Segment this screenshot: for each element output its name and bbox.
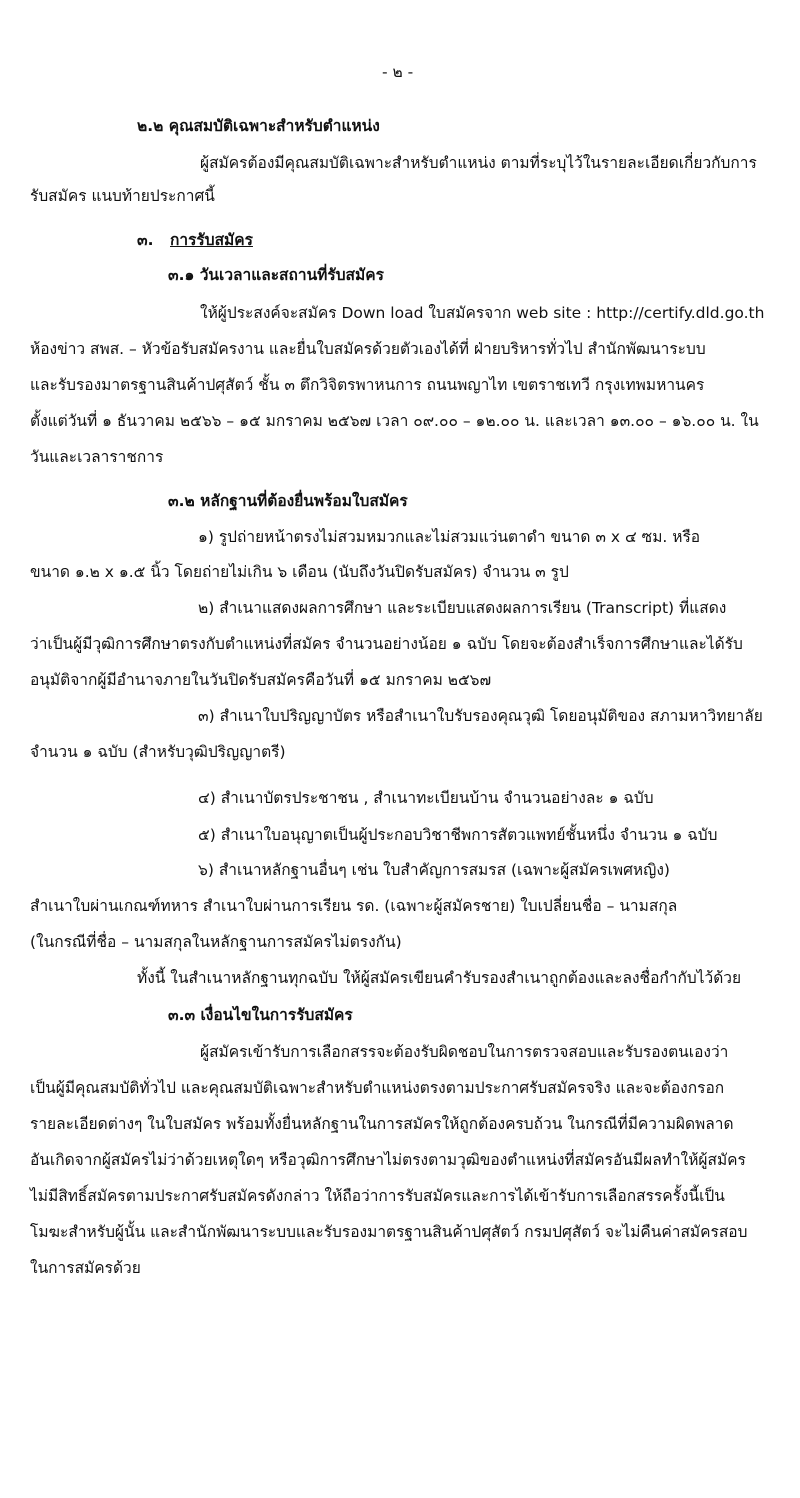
- s33-line-1: ผู้สมัครเข้ารับการเลือกสรรจะต้องรับผิดชอบในการตรวจสอบและรับรองตนเองว่า: [200, 1043, 729, 1061]
- section-3-heading: การรับสมัคร: [170, 231, 253, 249]
- s32-line-13: ทั้งนี้ ในสำเนาหลักฐานทุกฉบับ ให้ผู้สมัครเขียนคำรับรองสำเนาถูกต้องและลงชื่อกำกับไว้ด้วย: [137, 969, 742, 987]
- s32-line-12: (ในกรณีที่ชื่อ – นามสกุลในหลักฐานการสมัครไม่ตรงกัน): [30, 933, 402, 951]
- s31-line-3: และรับรองมาตรฐานสินค้าปศุสัตว์ ชั้น ๓ ตึกวิจิตรพาหนการ ถนนพญาไท เขตราชเทวี กรุงเทพมหานคร: [30, 376, 705, 394]
- s22-line-1: ผู้สมัครต้องมีคุณสมบัติเฉพาะสำหรับตำแหน่ง ตามที่ระบุไว้ในรายละเอียดเกี่ยวกับการ: [200, 154, 757, 172]
- s32-line-4: ว่าเป็นผู้มีวุฒิการศึกษาตรงกับตำแหน่งที่สมัคร จำนวนอย่างน้อย ๑ ฉบับ โดยจะต้องสำเร็จการศึกษาและได้รับ: [30, 635, 743, 653]
- s22-line-2: รับสมัคร แนบท้ายประกาศนี้: [30, 187, 215, 205]
- s33-line-4: อันเกิดจากผู้สมัครไม่ว่าด้วยเหตุใดๆ หรือวุฒิการศึกษาไม่ตรงตามวุฒิของตำแหน่งที่สมัครอันมีผลทำให้ผู้สมัคร: [30, 1151, 746, 1169]
- s32-line-10: ๖) สำเนาหลักฐานอื่นๆ เช่น ใบสำคัญการสมรส (เฉพาะผู้สมัครเพศหญิง): [198, 861, 670, 879]
- section-3-3-heading: ๓.๓ เงื่อนไขในการรับสมัคร: [168, 1006, 353, 1024]
- s33-line-2: เป็นผู้มีคุณสมบัติทั่วไป และคุณสมบัติเฉพาะสำหรับตำแหน่งตรงตามประกาศรับสมัครจริง และจะต้องกรอก: [30, 1079, 725, 1097]
- page-number: - ๒ -: [382, 63, 414, 81]
- s31-line-4: ตั้งแต่วันที่ ๑ ธันวาคม ๒๕๖๖ – ๑๕ มกราคม ๒๕๖๗ เวลา ๐๙.๐๐ – ๑๒.๐๐ น. และเวลา ๑๓.๐๐ – ๑๖.๐๐ น. ใน: [30, 412, 759, 430]
- s32-line-11: สำเนาใบผ่านเกณฑ์ทหาร สำเนาใบผ่านการเรียน รด. (เฉพาะผู้สมัครชาย) ใบเปลี่ยนชื่อ – นามสกุล: [30, 897, 678, 915]
- s32-line-7: จำนวน ๑ ฉบับ (สำหรับวุฒิปริญญาตรี): [30, 743, 286, 761]
- s32-line-2: ขนาด ๑.๒ x ๑.๕ นิ้ว โดยถ่ายไม่เกิน ๖ เดือน (นับถึงวันปิดรับสมัคร) จำนวน ๓ รูป: [30, 563, 569, 581]
- s33-line-5: ไม่มีสิทธิ์สมัครตามประกาศรับสมัครดังกล่าว ให้ถือว่าการรับสมัครและการได้เข้ารับการเลือกสรรครั้งนี้เป็น: [30, 1187, 725, 1205]
- s33-line-3: รายละเอียดต่างๆ ในใบสมัคร พร้อมทั้งยื่นหลักฐานในการสมัครให้ถูกต้องครบถ้วน ในกรณีที่มีความผิดพลาด: [30, 1115, 734, 1133]
- section-3-number: ๓.: [137, 231, 154, 249]
- section-2-2-heading: ๒.๒ คุณสมบัติเฉพาะสำหรับตำแหน่ง: [137, 117, 380, 135]
- s32-line-9: ๕) สำเนาใบอนุญาตเป็นผู้ประกอบวิชาชีพการสัตวแพทย์ชั้นหนึ่ง จำนวน ๑ ฉบับ: [198, 826, 718, 844]
- s31-line-5: วันและเวลาราชการ: [30, 448, 164, 466]
- s32-line-8: ๔) สำเนาบัตรประชาชน , สำเนาทะเบียนบ้าน จำนวนอย่างละ ๑ ฉบับ: [198, 789, 654, 807]
- s31-line-2: ห้องข่าว สพส. – หัวข้อรับสมัครงาน และยื่นใบสมัครด้วยตัวเองได้ที่ ฝ่ายบริหารทั่วไป สำนักพัฒนาระบบ: [30, 340, 706, 358]
- s31-line-1: ให้ผู้ประสงค์จะสมัคร Down load ใบสมัครจาก web site : http://certify.dld.go.th: [200, 304, 765, 322]
- s32-line-6: ๓) สำเนาใบปริญญาบัตร หรือสำเนาใบรับรองคุณวุฒิ โดยอนุมัติของ สภามหาวิทยาลัย: [198, 707, 763, 725]
- section-3-1-heading: ๓.๑ วันเวลาและสถานที่รับสมัคร: [168, 266, 384, 284]
- section-3-2-heading: ๓.๒ หลักฐานที่ต้องยื่นพร้อมใบสมัคร: [168, 492, 408, 510]
- s33-line-6: โมฆะสำหรับผู้นั้น และสำนักพัฒนาระบบและรับรองมาตรฐานสินค้าปศุสัตว์ กรมปศุสัตว์ จะไม่คืนค่าสมัครสอบ: [30, 1223, 748, 1241]
- s32-line-3: ๒) สำเนาแสดงผลการศึกษา และระเบียบแสดงผลการเรียน (Transcript) ที่แสดง: [198, 599, 727, 617]
- s33-line-7: ในการสมัครด้วย: [30, 1259, 141, 1277]
- s32-line-5: อนุมัติจากผู้มีอำนาจภายในวันปิดรับสมัครคือวันที่ ๑๕ มกราคม ๒๕๖๗: [30, 671, 492, 689]
- s32-line-1: ๑) รูปถ่ายหน้าตรงไม่สวมหมวกและไม่สวมแว่นตาดำ ขนาด ๓ x ๔ ซม. หรือ: [198, 528, 701, 546]
